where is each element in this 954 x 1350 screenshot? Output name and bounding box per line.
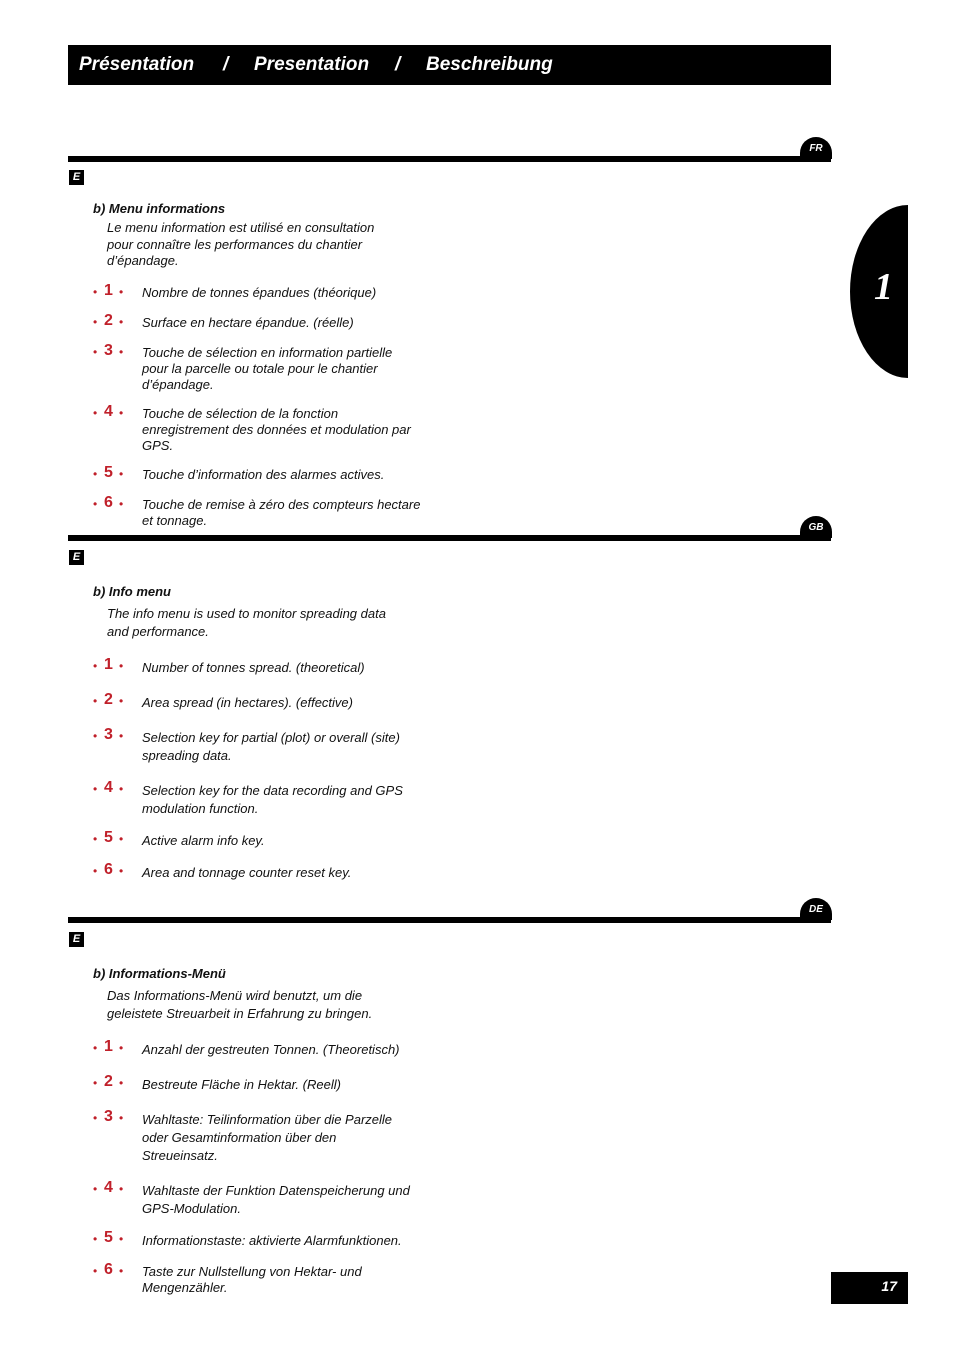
bullet-icon: •	[93, 832, 98, 846]
bullet-icon: •	[93, 1076, 98, 1090]
language-tab-fr: FR	[800, 137, 832, 159]
section-title-de: b) Informations-Menü	[93, 966, 226, 981]
list-item	[93, 1073, 433, 1116]
item-text: Wahltaste der Funktion Datenspeicherung und GPS-Modulation.	[142, 1183, 410, 1216]
item-number: 3	[104, 726, 113, 743]
bullet-icon: •	[93, 285, 98, 299]
bullet-icon: •	[119, 1041, 124, 1055]
language-tab-de: DE	[800, 898, 832, 920]
bullet-icon: •	[93, 694, 98, 708]
bullet-icon: •	[119, 1111, 124, 1125]
bullet-icon: •	[119, 345, 124, 359]
section-intro-de: Das Informations-Menü wird benutzt, um die geleistete Streuarbeit in Erfahrung zu bringen.	[107, 988, 373, 1021]
bullet-icon: •	[93, 1232, 98, 1246]
bullet-icon: •	[93, 1111, 98, 1125]
item-number: 5	[104, 464, 113, 481]
bullet-icon: •	[119, 729, 124, 743]
section-divider	[68, 156, 831, 162]
list-item	[93, 726, 433, 769]
header-title-en: Presentation	[254, 54, 370, 75]
item-text: Area and tonnage counter reset key.	[142, 865, 352, 880]
bullet-icon: •	[93, 659, 98, 673]
item-text: Selection key for the data recording and GPS modulation function.	[142, 783, 403, 816]
bullet-icon: •	[119, 659, 124, 673]
bullet-icon: •	[93, 315, 98, 329]
bullet-icon: •	[93, 864, 98, 878]
item-number: 1	[104, 1038, 113, 1055]
item-number: 4	[104, 1179, 113, 1196]
list-item	[93, 1179, 433, 1222]
item-text: Selection key for partial (plot) or overall (site) spreading data.	[142, 730, 400, 763]
bullet-icon: •	[93, 1041, 98, 1055]
item-text: Taste zur Nullstellung von Hektar- und Mengenzähler.	[142, 1264, 362, 1295]
item-text: Number of tonnes spread. (theoretical)	[142, 660, 365, 675]
bullet-icon: •	[93, 345, 98, 359]
bullet-icon: •	[119, 694, 124, 708]
item-text: Surface en hectare épandue. (réelle)	[142, 315, 354, 330]
item-text: Touche de remise à zéro des compteurs hectare et tonnage.	[142, 497, 421, 528]
bullet-icon: •	[119, 1264, 124, 1278]
section-intro-fr: Le menu information est utilisé en consultation pour connaître les performances du chantier d’épandage.	[107, 220, 375, 268]
bullet-icon: •	[93, 467, 98, 481]
item-number: 6	[104, 494, 113, 511]
item-number: 2	[104, 312, 113, 329]
bullet-icon: •	[119, 497, 124, 511]
header-separator: /	[223, 54, 229, 75]
header-title-de: Beschreibung	[426, 54, 553, 75]
item-number: 5	[104, 1229, 113, 1246]
list-item	[93, 1108, 433, 1171]
language-tab-gb: GB	[800, 516, 832, 538]
list-item	[93, 1261, 433, 1304]
section-title-fr: b) Menu informations	[93, 201, 226, 216]
item-text: Anzahl der gestreuten Tonnen. (Theoretisch)	[142, 1042, 400, 1057]
list-item	[93, 494, 433, 537]
section-divider	[68, 535, 831, 541]
bullet-icon: •	[119, 782, 124, 796]
list-item	[93, 342, 433, 400]
page-number: 17	[831, 1272, 908, 1304]
item-number: 1	[104, 656, 113, 673]
item-number: 3	[104, 1108, 113, 1125]
section-badge: E	[69, 932, 84, 947]
bullet-icon: •	[93, 406, 98, 420]
item-number: 2	[104, 691, 113, 708]
item-number: 1	[104, 282, 113, 299]
bullet-icon: •	[119, 315, 124, 329]
item-text: Area spread (in hectares). (effective)	[142, 695, 353, 710]
list-item	[93, 656, 433, 699]
item-text: Touche d’information des alarmes actives.	[142, 467, 385, 482]
list-item	[93, 779, 433, 822]
bullet-icon: •	[119, 1076, 124, 1090]
list-item	[93, 861, 433, 904]
section-title-gb: b) Info menu	[93, 584, 171, 599]
item-text: Touche de sélection de la fonction enregistrement des données et modulation par GPS.	[142, 406, 411, 453]
item-number: 5	[104, 829, 113, 846]
bullet-icon: •	[119, 864, 124, 878]
list-item	[93, 691, 433, 734]
header-title-fr: Présentation	[79, 54, 195, 75]
item-number: 2	[104, 1073, 113, 1090]
item-text: Informationstaste: aktivierte Alarmfunktionen.	[142, 1233, 402, 1248]
section-divider	[68, 917, 831, 923]
section-intro-gb: The info menu is used to monitor spreading data and performance.	[107, 606, 386, 639]
chapter-number: 1	[874, 266, 893, 308]
item-text: Wahltaste: Teilinformation über die Parzelle oder Gesamtinformation über den Streueinsatz.	[142, 1112, 393, 1163]
item-number: 6	[104, 1261, 113, 1278]
item-number: 6	[104, 861, 113, 878]
section-badge: E	[69, 550, 84, 565]
bullet-icon: •	[93, 729, 98, 743]
item-number: 3	[104, 342, 113, 359]
bullet-icon: •	[119, 467, 124, 481]
item-text: Active alarm info key.	[142, 833, 265, 848]
bullet-icon: •	[93, 1182, 98, 1196]
section-badge: E	[69, 170, 84, 185]
list-item	[93, 1038, 433, 1081]
list-item	[93, 403, 433, 461]
item-number: 4	[104, 403, 113, 420]
item-number: 4	[104, 779, 113, 796]
bullet-icon: •	[119, 285, 124, 299]
bullet-icon: •	[93, 782, 98, 796]
bullet-icon: •	[119, 1182, 124, 1196]
bullet-icon: •	[119, 1232, 124, 1246]
item-text: Touche de sélection en information partielle pour la parcelle ou totale pour le chantier d’épandage.	[142, 345, 393, 392]
page-header	[68, 45, 831, 85]
bullet-icon: •	[93, 497, 98, 511]
bullet-icon: •	[119, 406, 124, 420]
header-separator: /	[395, 54, 401, 75]
bullet-icon: •	[119, 832, 124, 846]
item-text: Bestreute Fläche in Hektar. (Reell)	[142, 1077, 341, 1092]
item-text: Nombre de tonnes épandues (théorique)	[142, 285, 377, 300]
bullet-icon: •	[93, 1264, 98, 1278]
